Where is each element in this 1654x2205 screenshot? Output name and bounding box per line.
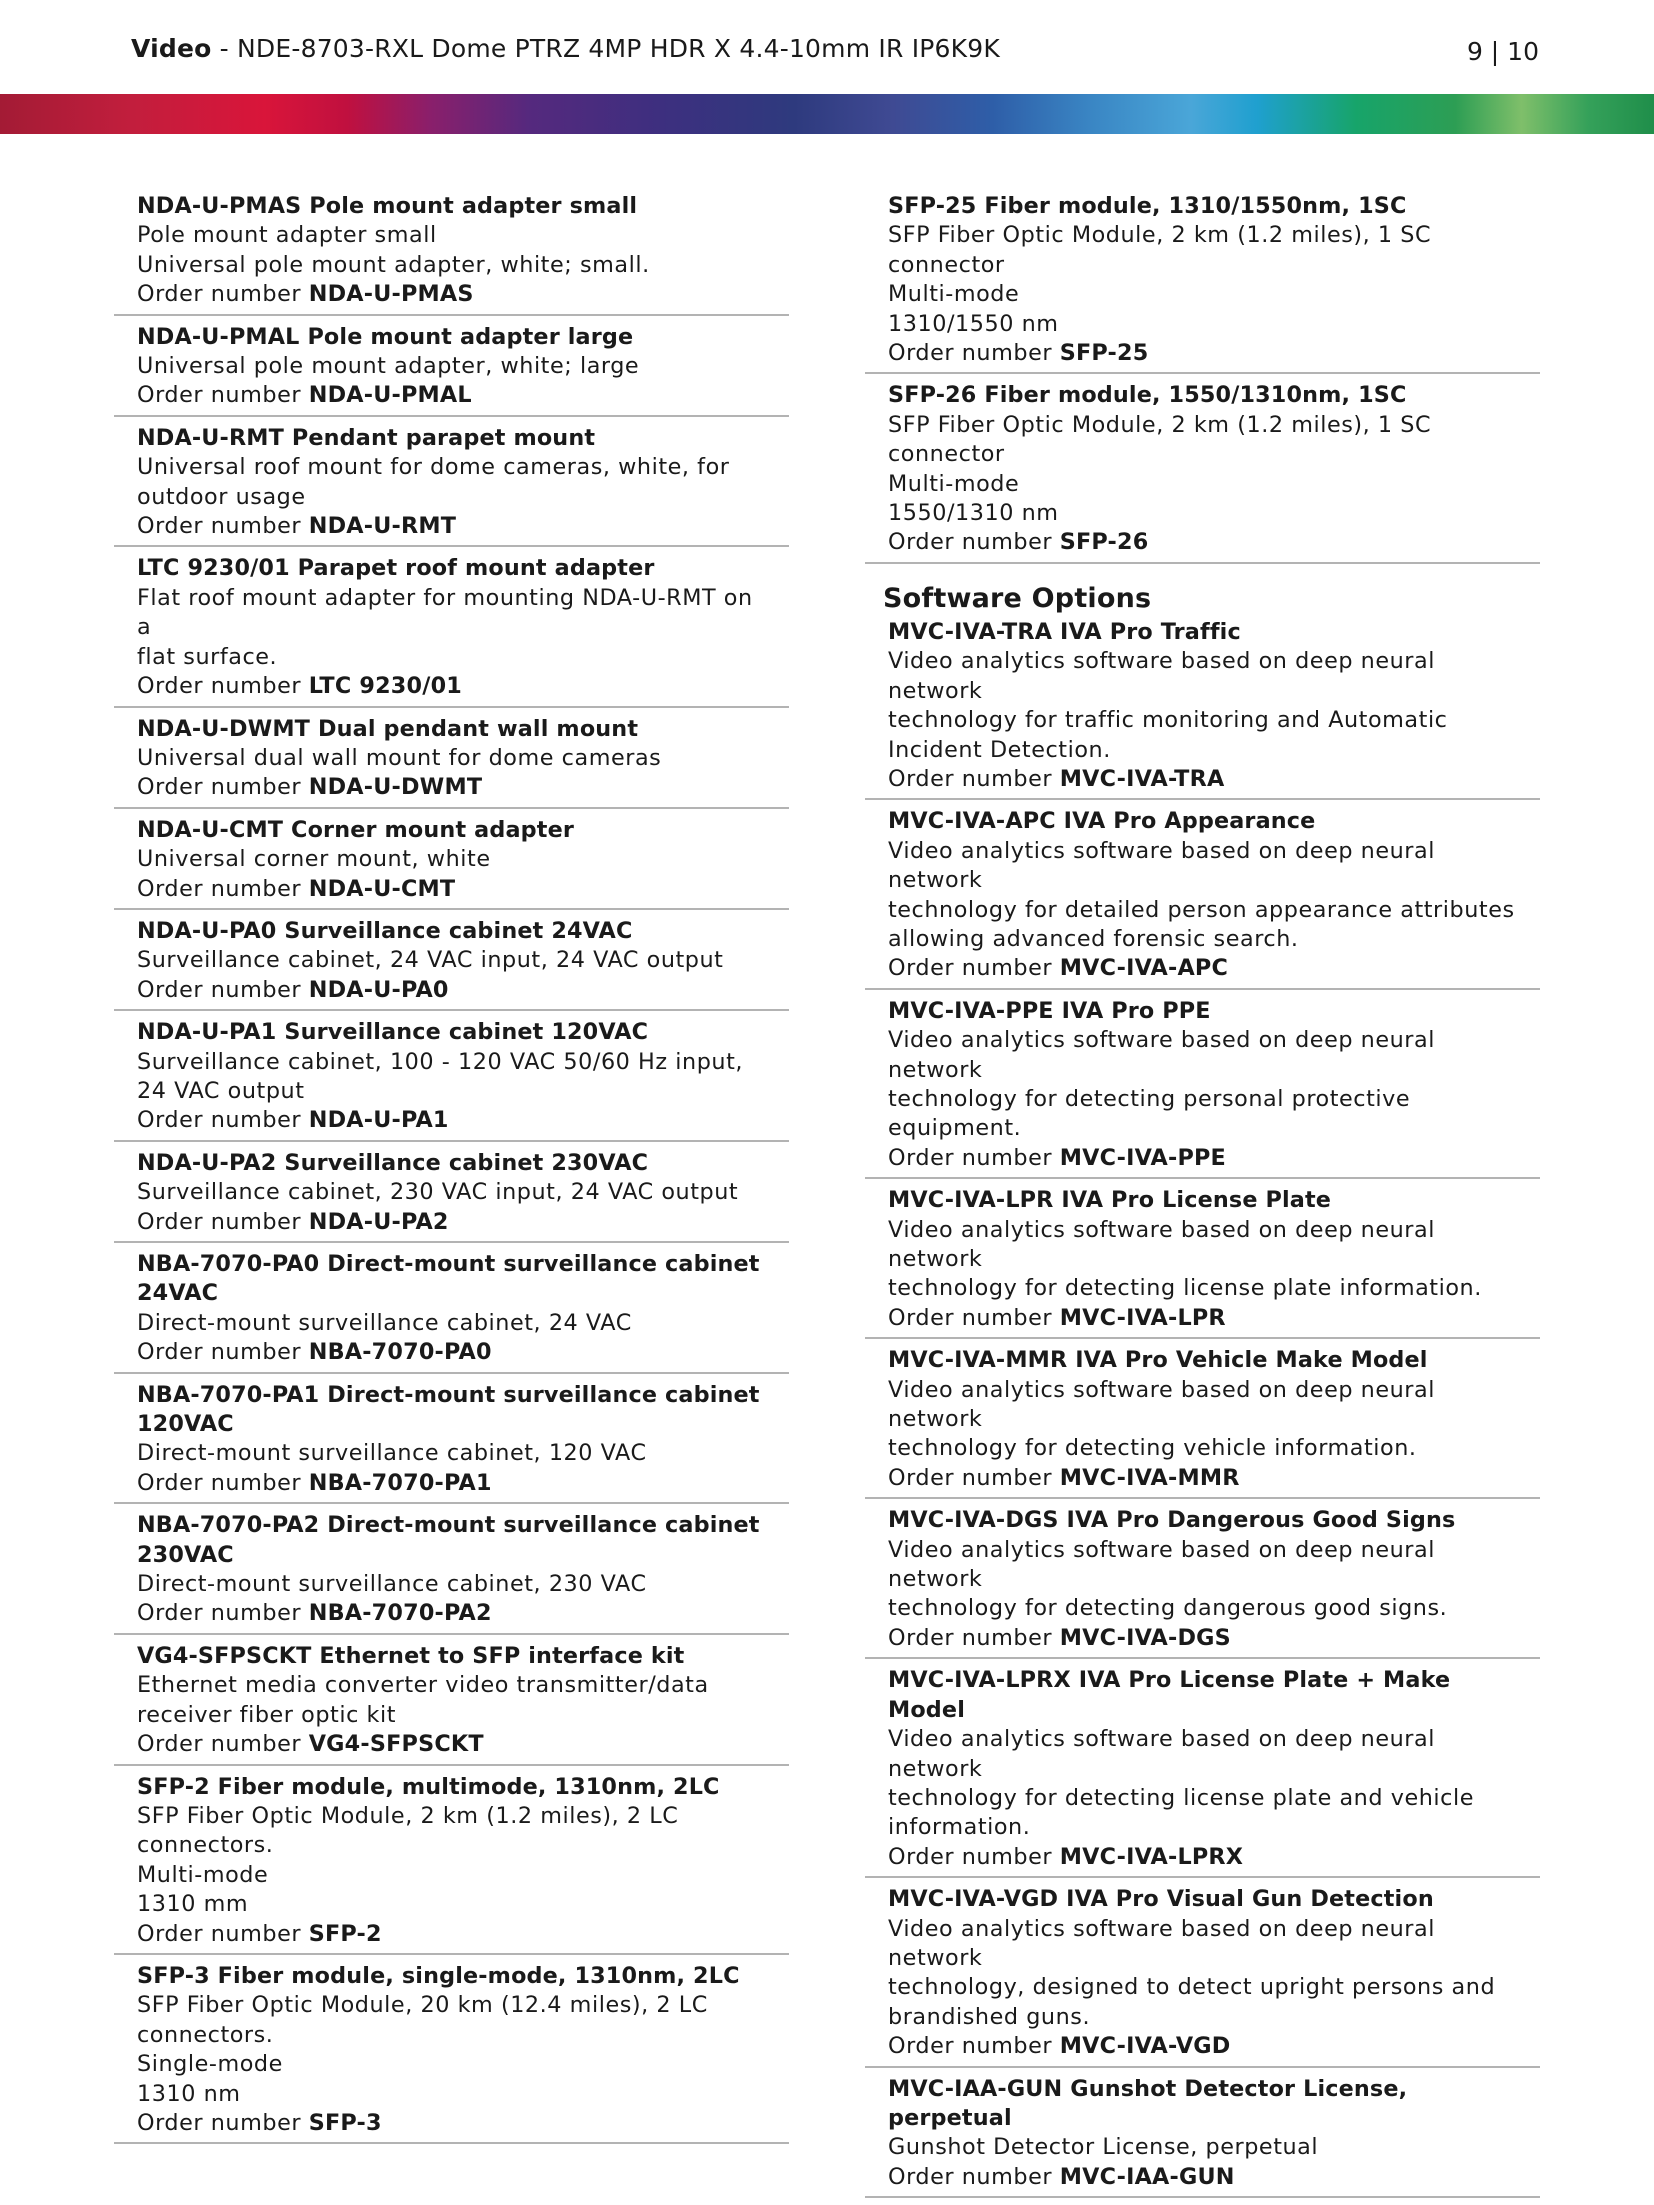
order-number-line — [137, 2109, 767, 2138]
entry-description-line: technology, designed to detect upright persons and — [888, 1974, 1496, 2001]
order-number-label: Order number — [888, 1304, 1060, 1331]
order-number-label: Order number — [888, 1144, 1060, 1171]
order-number-label: Order number — [137, 1469, 309, 1496]
order-number-label: Order number — [888, 340, 1060, 367]
entry-description-line: technology for detecting license plate and vehicle — [888, 1784, 1474, 1811]
entry-description-line: connectors. — [137, 2021, 274, 2048]
order-number-label: Order number — [137, 976, 309, 1003]
order-number-value: VG4-SFPSCKT — [308, 1731, 484, 1758]
order-number-label: Order number — [888, 2163, 1060, 2190]
entry-title: MVC-IAA-GUN Gunshot Detector License, perpetual — [888, 2075, 1408, 2131]
order-number-value: MVC-IAA-GUN — [1059, 2163, 1235, 2190]
accessory-entry — [114, 1642, 789, 1766]
entry-title: SFP-26 Fiber module, 1550/1310nm, 1SC — [888, 382, 1407, 409]
accessory-entry — [114, 323, 789, 417]
order-number-value: NDA-U-DWMT — [308, 774, 483, 801]
entry-title: LTC 9230/01 Parapet roof mount adapter — [137, 555, 655, 582]
entry-description-line: brandished guns. — [888, 2003, 1091, 2030]
entry-description-line: flat surface. — [137, 643, 278, 670]
accessories-continued-list — [865, 192, 1540, 564]
order-number-value: MVC-IVA-TRA — [1059, 765, 1225, 792]
entry-title: NDA-U-RMT Pendant parapet mount — [137, 424, 596, 451]
accessory-entry — [114, 1250, 789, 1374]
order-number-line — [888, 954, 1518, 983]
order-number-line — [888, 1464, 1518, 1493]
entry-description-line: Direct-mount surveillance cabinet, 24 VAC — [137, 1309, 632, 1336]
order-number-label: Order number — [888, 765, 1060, 792]
accessory-entry — [865, 1885, 1540, 2067]
entry-title: NDA-U-PMAS Pole mount adapter small — [137, 193, 638, 219]
entry-description-line: Video analytics software based on deep neural network — [888, 648, 1435, 704]
entry-description-line: connectors. — [137, 1832, 274, 1859]
entry-description-line: technology for detecting license plate information. — [888, 1275, 1482, 1302]
order-number-line — [137, 1920, 767, 1949]
order-number-label: Order number — [888, 2033, 1060, 2060]
order-number-label: Order number — [137, 1600, 309, 1627]
order-number-label: Order number — [137, 1339, 309, 1366]
entry-description-line: 1310 mm — [137, 1891, 249, 1918]
order-number-line — [137, 672, 767, 701]
entry-description-line: receiver fiber optic kit — [137, 1701, 397, 1728]
order-number-label: Order number — [137, 1107, 309, 1134]
entry-title: NDA-U-PMAL Pole mount adapter large — [137, 323, 634, 350]
category-label: Video — [131, 34, 212, 63]
order-number-value: NDA-U-CMT — [308, 875, 456, 902]
order-number-value: NBA-7070-PA2 — [308, 1600, 492, 1627]
entry-description-line: technology for detecting dangerous good signs. — [888, 1595, 1448, 1622]
entry-description-line: Single-mode — [137, 2051, 283, 2078]
order-number-label: Order number — [888, 955, 1060, 982]
order-number-value: NDA-U-RMT — [308, 513, 457, 540]
entry-title: MVC-IVA-DGS IVA Pro Dangerous Good Signs — [888, 1507, 1456, 1534]
entry-title: MVC-IVA-LPR IVA Pro License Plate — [888, 1187, 1332, 1214]
entry-description-line: Direct-mount surveillance cabinet, 120 VAC — [137, 1440, 647, 1467]
order-number-value: MVC-IVA-LPR — [1059, 1304, 1226, 1331]
accessory-entry — [114, 1773, 789, 1955]
order-number-value: SFP-3 — [308, 2109, 382, 2136]
accessory-entry — [114, 1018, 789, 1142]
accessory-entry — [114, 715, 789, 809]
entry-title: VG4-SFPSCKT Ethernet to SFP interface kit — [137, 1642, 685, 1669]
entry-description-line: Universal roof mount for dome cameras, white, for — [137, 454, 730, 481]
entry-description-line: Video analytics software based on deep neural network — [888, 1216, 1435, 1272]
accessory-entry — [114, 917, 789, 1011]
entry-description-line: Universal corner mount, white — [137, 846, 491, 873]
entry-description-line: Surveillance cabinet, 230 VAC input, 24 VAC output — [137, 1179, 739, 1206]
order-number-label: Order number — [137, 382, 309, 409]
order-number-label: Order number — [137, 774, 309, 801]
entry-description-line: Universal pole mount adapter, white; small. — [137, 251, 650, 278]
accessory-entry — [114, 1511, 789, 1635]
entry-description-line: 1310/1550 nm — [888, 310, 1059, 337]
entry-title: NBA-7070-PA0 Direct-mount surveillance cabinet 24VAC — [137, 1251, 760, 1307]
entry-description-line: Video analytics software based on deep neural network — [888, 1536, 1435, 1593]
order-number-value: NDA-U-PMAS — [308, 281, 474, 308]
order-number-label: Order number — [888, 1624, 1060, 1651]
entry-description-line: Universal pole mount adapter, white; large — [137, 353, 640, 380]
accessory-entry — [865, 2075, 1540, 2199]
accessory-entry — [114, 192, 789, 316]
entry-title: MVC-IVA-APC IVA Pro Appearance — [888, 808, 1316, 835]
order-number-value: MVC-IVA-APC — [1059, 955, 1229, 982]
left-column — [114, 192, 789, 2151]
entry-description-line: technology for traffic monitoring and Automatic — [888, 707, 1448, 734]
order-number-line — [137, 1730, 767, 1759]
entry-title: NDA-U-PA2 Surveillance cabinet 230VAC — [137, 1149, 649, 1176]
order-number-label: Order number — [137, 673, 309, 700]
order-number-line — [888, 339, 1518, 368]
accessory-entry — [865, 1346, 1540, 1499]
accessory-entry — [865, 1186, 1540, 1339]
accessory-entry — [865, 1506, 1540, 1659]
accessory-entry — [114, 1381, 789, 1505]
order-number-line — [888, 765, 1518, 794]
entry-title: SFP-3 Fiber module, single-mode, 1310nm, 2LC — [137, 1962, 740, 1989]
accessory-entry — [865, 997, 1540, 1179]
entry-description-line: Surveillance cabinet, 100 - 120 VAC 50/60 Hz input, — [137, 1048, 744, 1075]
entry-description-line: Video analytics software based on deep neural network — [888, 1376, 1435, 1433]
accessory-entry — [114, 1962, 789, 2144]
order-number-line — [888, 2032, 1518, 2061]
accessory-entry — [865, 807, 1540, 989]
entry-title: MVC-IVA-LPRX IVA Pro License Plate + Make Model — [888, 1667, 1451, 1723]
right-column — [865, 192, 1540, 2205]
order-number-line — [888, 1304, 1518, 1333]
order-number-label: Order number — [137, 1731, 309, 1758]
entry-description-line: connector — [888, 251, 1005, 278]
accessory-entry — [865, 381, 1540, 563]
document-title — [131, 34, 1000, 63]
entry-description-line: Ethernet media converter video transmitter/data — [137, 1672, 709, 1699]
section-title-software-options: Software Options — [883, 582, 1152, 614]
order-number-line — [888, 1144, 1518, 1173]
entry-title: NBA-7070-PA1 Direct-mount surveillance cabinet 120VAC — [137, 1381, 760, 1438]
page-number: 9 | 10 — [1466, 37, 1539, 66]
order-number-line — [137, 773, 767, 802]
entry-description-line: Video analytics software based on deep neural network — [888, 1027, 1435, 1083]
order-number-value: MVC-IVA-LPRX — [1059, 1843, 1244, 1870]
order-number-value: NDA-U-PA2 — [308, 1208, 449, 1235]
order-number-label: Order number — [137, 1920, 309, 1947]
order-number-label: Order number — [888, 1843, 1060, 1870]
entry-title: MVC-IVA-VGD IVA Pro Visual Gun Detection — [888, 1886, 1434, 1913]
entry-description-line: Multi-mode — [888, 470, 1020, 497]
entry-description-line: SFP Fiber Optic Module, 2 km (1.2 miles), 1 SC — [888, 222, 1432, 249]
order-number-value: NDA-U-PMAL — [308, 382, 472, 409]
entry-description-line: SFP Fiber Optic Module, 2 km (1.2 miles), 1 SC — [888, 411, 1432, 438]
entry-description-line: connector — [888, 441, 1005, 468]
software-options-list — [865, 618, 1540, 2198]
entry-description-line: 24 VAC output — [137, 1077, 305, 1104]
order-number-line — [888, 2163, 1518, 2192]
entry-description-line: outdoor usage — [137, 483, 306, 510]
entry-description-line: technology for detecting vehicle information. — [888, 1435, 1417, 1462]
entry-description-line: Multi-mode — [137, 1861, 269, 1888]
entry-title: SFP-2 Fiber module, multimode, 1310nm, 2LC — [137, 1773, 720, 1800]
entry-title: SFP-25 Fiber module, 1310/1550nm, 1SC — [888, 193, 1407, 219]
entry-description-line: 1550/1310 nm — [888, 500, 1059, 527]
order-number-label: Order number — [137, 1208, 309, 1235]
order-number-line — [137, 280, 767, 309]
accessory-entry — [114, 1149, 789, 1243]
entry-title: MVC-IVA-TRA IVA Pro Traffic — [888, 618, 1241, 645]
order-number-line — [137, 1469, 767, 1498]
order-number-value: LTC 9230/01 — [308, 673, 462, 700]
order-number-value: NBA-7070-PA1 — [308, 1469, 492, 1496]
order-number-label: Order number — [137, 875, 309, 902]
entry-description-line: Universal dual wall mount for dome cameras — [137, 744, 662, 771]
order-number-line — [137, 1106, 767, 1135]
accessory-entry — [865, 1666, 1540, 1878]
order-number-line — [137, 1338, 767, 1367]
order-number-label: Order number — [137, 513, 309, 540]
order-number-value: NDA-U-PA0 — [308, 976, 449, 1003]
entry-title: NBA-7070-PA2 Direct-mount surveillance cabinet 230VAC — [137, 1512, 760, 1568]
order-number-line — [137, 1208, 767, 1237]
entry-description-line: Flat roof mount adapter for mounting NDA-U-RMT on a — [137, 584, 753, 641]
order-number-value: MVC-IVA-VGD — [1059, 2033, 1231, 2060]
order-number-value: NBA-7070-PA0 — [308, 1339, 492, 1366]
entry-description-line: technology for detailed person appearance attributes — [888, 896, 1515, 923]
order-number-line — [888, 1843, 1518, 1872]
title-separator: - — [211, 34, 238, 63]
entry-description-line: 1310 nm — [137, 2080, 241, 2107]
product-name: NDE-8703-RXL Dome PTRZ 4MP HDR X 4.4-10mm IR IP6K9K — [237, 34, 1000, 63]
order-number-value: SFP-2 — [308, 1920, 382, 1947]
order-number-value: SFP-26 — [1059, 529, 1149, 556]
order-number-label: Order number — [888, 529, 1060, 556]
entry-description-line: Incident Detection. — [888, 736, 1111, 763]
order-number-label: Order number — [137, 2109, 309, 2136]
order-number-value: MVC-IVA-DGS — [1059, 1624, 1231, 1651]
entry-title: MVC-IVA-PPE IVA Pro PPE — [888, 997, 1211, 1024]
entry-description-line: Video analytics software based on deep neural network — [888, 1915, 1435, 1971]
order-number-value: NDA-U-PA1 — [308, 1107, 449, 1134]
brand-color-bar — [0, 94, 1654, 134]
order-number-line — [888, 1624, 1518, 1653]
accessory-entry — [114, 816, 789, 910]
entry-title: NDA-U-PA0 Surveillance cabinet 24VAC — [137, 917, 633, 944]
entry-description-line: Surveillance cabinet, 24 VAC input, 24 VAC output — [137, 947, 724, 974]
entry-description-line: Multi-mode — [888, 281, 1020, 308]
entry-description-line: equipment. — [888, 1115, 1022, 1142]
order-number-value: SFP-25 — [1059, 340, 1149, 367]
order-number-value: MVC-IVA-PPE — [1059, 1144, 1226, 1171]
order-number-line — [137, 1599, 767, 1628]
order-number-label: Order number — [888, 1464, 1060, 1491]
entry-description-line: allowing advanced forensic search. — [888, 925, 1299, 952]
accessory-entry — [865, 618, 1540, 800]
entry-description-line: Video analytics software based on deep neural network — [888, 837, 1435, 894]
order-number-line — [137, 976, 767, 1005]
order-number-line — [888, 528, 1518, 557]
entry-description-line: SFP Fiber Optic Module, 20 km (12.4 miles), 2 LC — [137, 1992, 708, 2019]
page-header — [0, 0, 1654, 95]
entry-description-line: SFP Fiber Optic Module, 2 km (1.2 miles), 2 LC — [137, 1802, 679, 1829]
order-number-line — [137, 512, 767, 541]
entry-title: NDA-U-CMT Corner mount adapter — [137, 816, 575, 843]
entry-title: MVC-IVA-MMR IVA Pro Vehicle Make Model — [888, 1347, 1428, 1374]
accessory-entry — [114, 554, 789, 707]
entry-description-line: Video analytics software based on deep neural network — [888, 1726, 1435, 1782]
entry-description-line: technology for detecting personal protective — [888, 1085, 1411, 1112]
entry-title: NDA-U-PA1 Surveillance cabinet 120VAC — [137, 1019, 649, 1046]
entry-description-line: Pole mount adapter small — [137, 222, 437, 249]
entry-description-line: information. — [888, 1814, 1031, 1841]
entry-title: NDA-U-DWMT Dual pendant wall mount — [137, 715, 639, 742]
entry-description-line: Direct-mount surveillance cabinet, 230 VAC — [137, 1571, 647, 1598]
accessory-entry — [114, 424, 789, 548]
order-number-line — [137, 381, 767, 410]
accessory-entry — [865, 192, 1540, 374]
order-number-line — [137, 875, 767, 904]
order-number-label: Order number — [137, 281, 309, 308]
entry-description-line: Gunshot Detector License, perpetual — [888, 2134, 1319, 2161]
order-number-value: MVC-IVA-MMR — [1059, 1464, 1240, 1491]
